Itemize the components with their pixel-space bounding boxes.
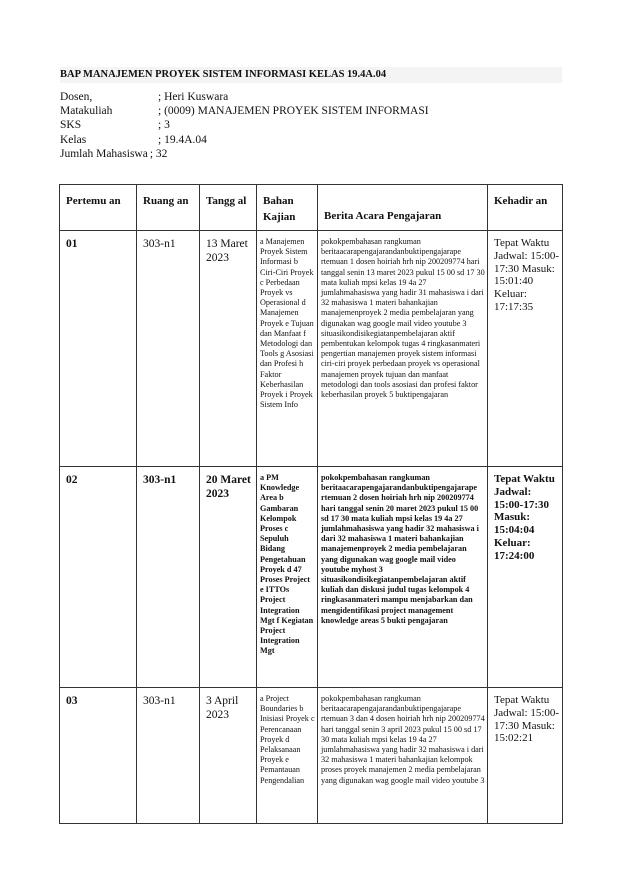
info-row-matakuliah [60,104,429,118]
header-ruangan: Ruang an [137,185,200,231]
header-tanggal: Tangg al [200,185,257,231]
cell-pertemuan: 01 [66,238,78,250]
info-label: SKS [60,119,82,132]
cell-kehadiran: Tepat Waktu Jadwal: 15:00-17:30 Masuk: 15:04:04 Keluar: 17:24:00 [494,473,555,562]
cell-tanggal: 13 Maret 2023 [206,238,248,264]
info-label: Dosen, [60,91,93,103]
cell-ruangan: 303-n1 [143,695,176,707]
table-row [60,467,563,688]
cell-ruangan: 303-n1 [143,474,177,486]
info-value: ; (0009) MANAJEMEN PROYEK SISTEM INFORMASI [158,105,429,118]
header-berita-acara: Berita Acara Pengajaran [318,185,488,231]
cell-bahan-kajian: a Project Boundaries b Inisiasi Proyek c Perencanaan Proyek d Pelaksanaan Proyek e Pemantauan Pengendalian [260,694,315,785]
table-row [60,231,563,467]
cell-bahan-kajian: a Manajemen Proyek Sistem Informasi b Ciri-Ciri Proyek c Perbedaan Proyek vs Operasional d Manajemen Proyek e Tujuan dan Manfaat f Metodologi dan Tools g Asosiasi dan Profesi h Faktor Keberhasilan Proyek i Proyek Sistem Info [260,237,314,410]
cell-berita-acara: pokokpembahasan rangkuman beritaacarapengajarandanbuktipengajarape rtemuan 2 dosen hoiriah hrh nip 200209774 hari tanggal senin 20 maret 2023 pukul 15 00 sd 17 30 mata kuliah mpsi kelas 19 4a 27 jumlahmahasiswa yang hadir 32 mahasiswa i dari 32 mahasiswa 1 materi bahankajian manajemenproyek 2 media pembelajaran yang digunakan wag google mail video youtube myhost 3 situasikondisikegiatanpembelajaran aktif kuliah dan diskusi judul tugas kelompok 4 ringkasanmateri mampu menjabarkan dan mengidentifikasi project management knowledge areas 5 bukti pengajaran [321,473,479,625]
cell-tanggal: 3 April 2023 [206,695,239,721]
cell-kehadiran: Tepat Waktu Jadwal: 15:00-17:30 Masuk: 15:01:40 Keluar: 17:17:35 [494,237,560,313]
cell-bahan-kajian: a PM Knowledge Area b Gambaran Kelompok Proses c Sepuluh Bidang Pengetahuan Proyek d 47 Proses Project e ITTOs Project Integration Mgt f Kegiatan Project Integration Mgt [260,473,314,656]
info-label: Kelas [60,133,87,146]
info-label: Matakuliah [60,105,113,118]
cell-ruangan: 303-n1 [143,238,176,250]
cell-berita-acara: pokokpembahasan rangkuman beritaacarapengajarandanbuktipengajarape rtemuan 3 dan 4 dosen hoiriah hrh nip 200209774 hari tanggal senin 3 april 2023 pukul 15 00 sd 17 30 mata kuliah mpsi kelas 19 4a 27 jumlahmahasiswa yang hadir 32 mahasiswa i dari 32 mahasiswa 1 materi bahankajian kelompok proses proyek manajemen 2 media pembelajaran yang digunakan wag google mail video youtube 3 [321,694,485,785]
course-info [60,90,429,161]
header-kehadiran: Kehadir an [488,185,563,231]
bap-table [59,184,563,824]
info-row-jumlah-mahasiswa [60,147,429,161]
table-row [60,688,563,824]
info-value: ; 19.4A.04 [158,133,207,146]
info-value: ; Heri Kuswara [158,91,229,103]
cell-pertemuan: 03 [66,695,78,707]
info-label: Jumlah Mahasiswa [60,147,148,160]
info-row-kelas [60,133,429,147]
cell-kehadiran: Tepat Waktu Jadwal: 15:00-17:30 Masuk: 15:02:21 [494,694,560,745]
header-pertemuan: Pertemu an [60,185,137,231]
info-row-sks [60,118,429,132]
header-bahan-kajian: Bahan Kajian [257,185,318,231]
info-row-dosen [60,90,429,104]
info-value: ; 32 [149,147,168,160]
cell-berita-acara: pokokpembahasan rangkuman beritaacarapengajarandanbuktipengajarape rtemuan 1 dosen hoiriah hrh nip 200209774 hari tanggal senin 13 maret 2023 pukul 15 00 sd 17 30 mata kuliah mpsi kelas 19 4a 27 jumlahmahasiswa yang hadir 31 mahasiswa i dari 32 mahasiswa 1 materi bahankajian manajemenproyek 2 media pembelajaran yang digunakan wag google mail video youtube 3 situasikondisikegiatanpembelajaran aktif pembentukan kelompok tugas 4 ringkasanmateri pengertian manajemen proyek sistem informasi ciri-ciri proyek perbedaan proyek vs operasional manajemen proyek tujuan dan manfaat metodologi dan tools asosiasi dan profesi faktor keberhasilan proyek 5 buktipengajaran [321,237,485,400]
document-title: BAP MANAJEMEN PROYEK SISTEM INFORMASI KELAS 19.4A.04 [60,67,562,83]
table-header-row [60,185,563,231]
cell-pertemuan: 02 [66,474,78,486]
cell-tanggal: 20 Maret 2023 [206,474,251,500]
info-value: ; 3 [158,119,170,132]
